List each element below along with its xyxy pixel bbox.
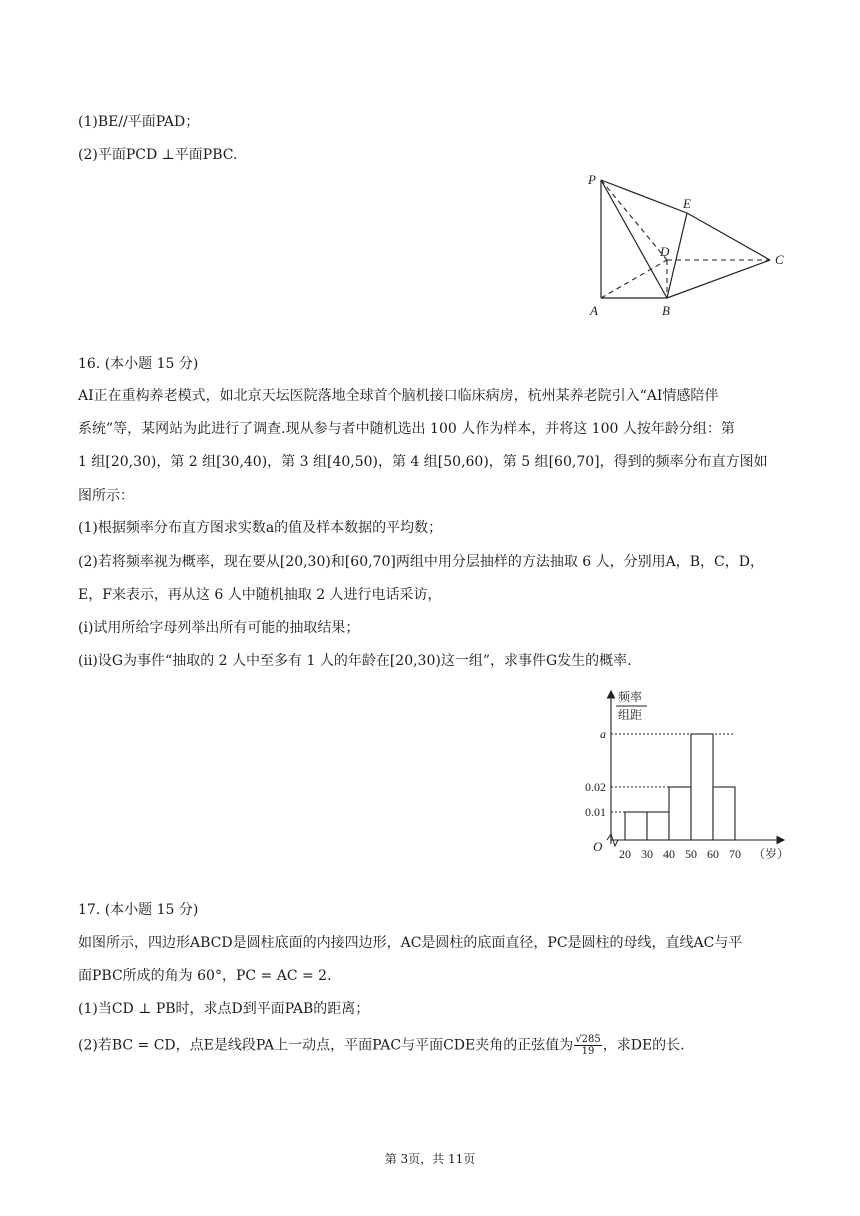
q16-sub-i: (i)试用所给字母列举出所有可能的抽取结果； <box>78 620 360 636</box>
q16-part2-line2: E，F来表示，再从这 6 人中随机抽取 2 人进行电话采访， <box>78 587 442 603</box>
origin-label: O <box>593 839 603 854</box>
x-tick-label-0: 20 <box>619 847 631 861</box>
y-tick-label-2: a <box>600 727 606 741</box>
histogram-bar-3 <box>691 734 713 840</box>
q17-part1: (1)当CD ⊥ PB时，求点D到平面PAB的距离； <box>78 1001 370 1017</box>
histogram-bar-4 <box>713 787 735 840</box>
label-B: B <box>662 303 670 318</box>
frequency-histogram <box>585 684 795 866</box>
x-tick-label-3: 50 <box>685 847 697 861</box>
histogram-bar-2 <box>669 787 691 840</box>
q16-part1: (1)根据频率分布直方图求实数a的值及样本数据的平均数； <box>78 520 443 536</box>
q17-part2-text-after: ，求DE的长. <box>602 1037 685 1054</box>
y-tick-label-1: 0.02 <box>585 780 606 794</box>
sine-value-fraction <box>574 1034 601 1057</box>
histogram-bar-0 <box>625 812 647 840</box>
q16-stem-line2: 系统”等，某网站为此进行了调查.现从参与者中随机选出 100 人作为样本，并将这 100 人按年龄分组：第 <box>78 421 735 437</box>
q17-header: 17. (本小题 15 分) <box>78 902 199 918</box>
histogram-bar-1 <box>647 812 669 840</box>
label-E: E <box>683 196 691 211</box>
label-P: P <box>588 172 596 187</box>
geometry-figure-pyramid <box>580 168 795 323</box>
y-tick-label-0: 0.01 <box>585 805 606 819</box>
fraction-numerator: √285 <box>575 1034 601 1045</box>
x-tick-label-2: 40 <box>663 847 675 861</box>
q17-stem-line2: 面PBC所成的角为 60°，PC = AC = 2. <box>78 968 332 984</box>
q16-sub-ii: (ii)设G为事件“抽取的 2 人中至多有 1 人的年龄在[20,30)这一组”，求事件G发生的概率. <box>78 653 632 669</box>
x-axis-unit-label: （岁） <box>753 847 790 861</box>
x-tick-label-5: 70 <box>729 847 741 861</box>
label-A: A <box>590 303 598 318</box>
x-tick-label-4: 60 <box>707 847 719 861</box>
label-D: D <box>660 244 670 259</box>
q16-part2-line1: (2)若将频率视为概率，现在要从[20,30)和[60,70]两组中用分层抽样的方法抽取 6 人，分别用A，B，C，D， <box>78 554 764 570</box>
q16-stem-line1: AI正在重构养老模式，如北京天坛医院落地全球首个脑机接口临床病房，杭州某养老院引入“AI情感陪伴 <box>78 388 719 404</box>
fraction-denominator: 19 <box>581 1046 595 1057</box>
q17-stem-line1: 如图所示，四边形ABCD是圆柱底面的内接四边形，AC是圆柱的底面直径，PC是圆柱的母线，直线AC与平 <box>78 935 743 951</box>
q15-part1: (1)BE//平面PAD； <box>78 114 200 130</box>
q15-part2: (2)平面PCD ⊥平面PBC. <box>78 147 238 163</box>
q17-part2 <box>78 1034 685 1057</box>
y-label-top: 频率 <box>618 690 643 704</box>
q16-stem-line3: 1 组[20,30)，第 2 组[30,40)，第 3 组[40,50)，第 4 组[50,60)，第 5 组[60,70]，得到的频率分布直方图如 <box>78 454 768 470</box>
q16-header: 16. (本小题 15 分) <box>78 356 199 372</box>
x-tick-label-1: 30 <box>641 847 653 861</box>
q17-part2-text-before: (2)若BC = CD，点E是线段PA上一动点，平面PAC与平面CDE夹角的正弦值为 <box>78 1037 574 1054</box>
page-footer: 第 3页，共 11页 <box>384 1152 476 1166</box>
q16-stem-line4: 图所示： <box>78 488 134 504</box>
label-C: C <box>775 252 784 267</box>
y-label-bottom: 组距 <box>618 708 643 722</box>
